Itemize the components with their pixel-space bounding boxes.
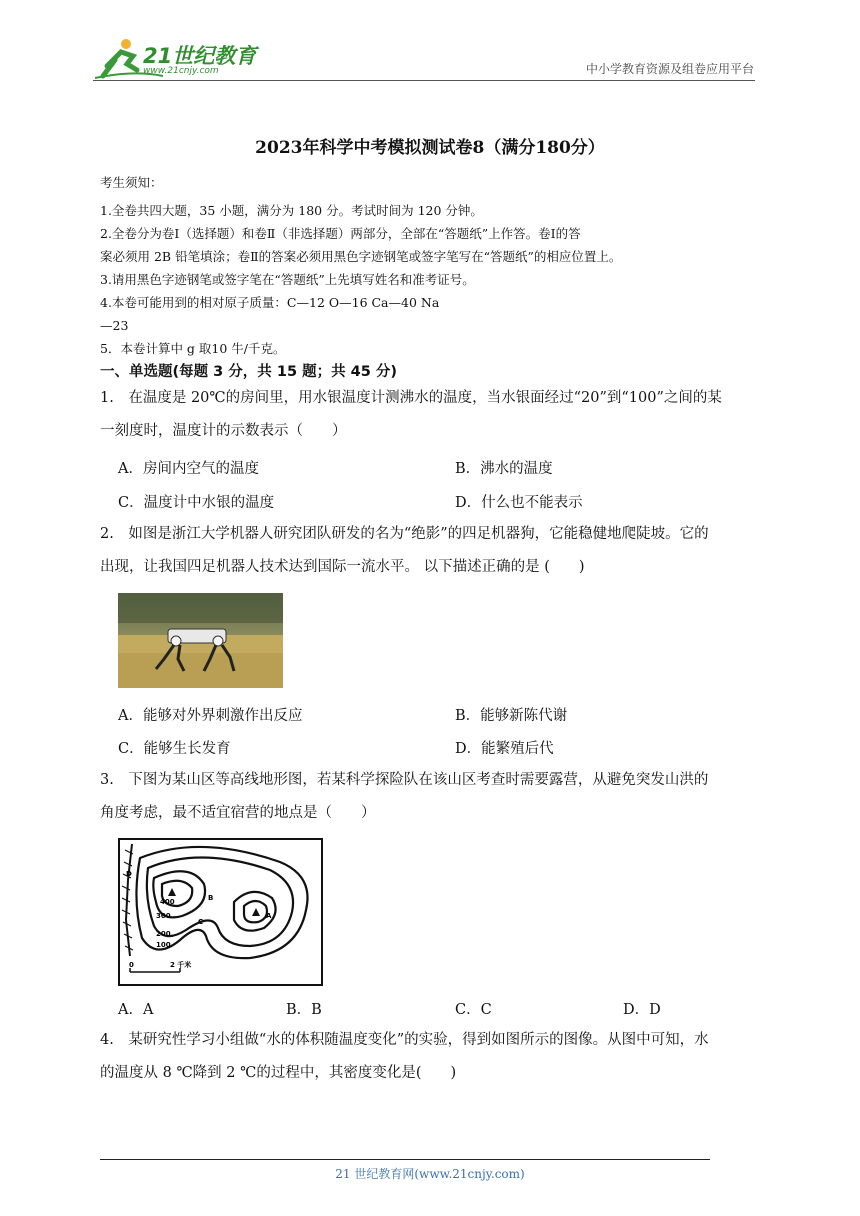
question-stem-line: 出现，让我国四足机器人技术达到国际一流水平。 以下描述正确的是 ( ) bbox=[100, 559, 585, 575]
notice-heading: 考生须知： bbox=[100, 175, 163, 190]
page-title: 2023年科学中考模拟测试卷8（满分180分） bbox=[255, 138, 605, 158]
question-stem-line: 2. 如图是浙江大学机器人研究团队研发的名为“绝影”的四足机器狗，它能稳健地爬陡坡。它的 bbox=[100, 526, 709, 542]
logo-text: 21世纪教育 bbox=[143, 44, 257, 68]
scale-label: 2 千米 bbox=[170, 961, 192, 969]
question-2-stem bbox=[100, 518, 762, 584]
question-stem-line: 3. 下图为某山区等高线地形图，若某科学探险队在该山区考查时需要露营，从避免突发山洪的 bbox=[100, 772, 709, 788]
notice-line: 4.本卷可能用到的相对原子质量：C—12 O—16 Ca—40 Na bbox=[100, 295, 440, 310]
question-stem-line: 角度考虑，最不适宜宿营的地点是（ ） bbox=[100, 805, 376, 821]
notice-line: 2.全卷分为卷Ⅰ（选择题）和卷Ⅱ（非选择题）两部分，全部在“答题纸”上作答。卷Ⅰ的答 bbox=[100, 226, 581, 241]
q1-option-d[interactable]: D．什么也不能表示 bbox=[455, 495, 583, 511]
q3-option-c[interactable]: C．C bbox=[455, 1002, 492, 1018]
footer-link[interactable]: 21 世纪教育网(www.21cnjy.com) bbox=[335, 1167, 525, 1181]
q1-option-c[interactable]: C．温度计中水银的温度 bbox=[118, 495, 275, 511]
q1-option-a[interactable]: A．房间内空气的温度 bbox=[118, 461, 259, 477]
question-3-stem bbox=[100, 764, 762, 830]
logo-url: www.21cnjy.com bbox=[143, 66, 219, 76]
question-stem-line: 4. 某研究性学习小组做“水的体积随温度变化”的实验，得到如图所示的图像。从图中可知，水 bbox=[100, 1032, 709, 1048]
robot-dog-photo bbox=[118, 593, 283, 688]
q1-option-b[interactable]: B．沸水的温度 bbox=[455, 461, 553, 477]
notice-line: 1.全卷共四大题，35 小题，满分为 180 分。考试时间为 120 分钟。 bbox=[100, 203, 483, 218]
contour-label: 200 bbox=[156, 930, 171, 938]
q2-option-b[interactable]: B．能够新陈代谢 bbox=[455, 708, 568, 724]
question-stem-line: 一刻度时，温度计的示数表示（ ） bbox=[100, 423, 347, 439]
q2-option-a[interactable]: A．能够对外界刺激作出反应 bbox=[118, 708, 303, 724]
map-label-c: C bbox=[198, 918, 204, 926]
question-1-stem bbox=[100, 382, 762, 448]
map-label-d: D bbox=[126, 870, 132, 878]
contour-map bbox=[118, 838, 323, 986]
question-stem-line: 的温度从 8 ℃降到 2 ℃的过程中，其密度变化是( ) bbox=[100, 1065, 457, 1081]
section-heading: 一、单选题(每题 3 分，共 15 题；共 45 分) bbox=[100, 364, 397, 380]
scale-zero: 0 bbox=[129, 961, 134, 969]
q3-option-a[interactable]: A．A bbox=[118, 1002, 154, 1018]
platform-label: 中小学教育资源及组卷应用平台 bbox=[585, 62, 754, 76]
header-divider bbox=[93, 80, 755, 81]
logo bbox=[93, 36, 263, 82]
contour-label: 400 bbox=[160, 898, 175, 906]
q2-option-d[interactable]: D．能繁殖后代 bbox=[455, 741, 554, 757]
footer-divider bbox=[100, 1159, 710, 1160]
notice-line: 5．本卷计算中 g 取10 牛/千克。 bbox=[100, 341, 286, 356]
question-stem-line: 1. 在温度是 20℃的房间里，用水银温度计测沸水的温度，当水银面经过“20”到“100”之间的某 bbox=[100, 390, 722, 406]
notice-line: —23 bbox=[100, 318, 129, 333]
q3-option-d[interactable]: D．D bbox=[623, 1002, 661, 1018]
question-4-stem bbox=[100, 1024, 762, 1090]
contour-label: 300 bbox=[156, 912, 171, 920]
map-label-b: B bbox=[208, 894, 214, 902]
contour-label: 100 bbox=[156, 941, 171, 949]
notice-line: 3.请用黑色字迹钢笔或签字笔在“答题纸”上先填写姓名和准考证号。 bbox=[100, 272, 475, 287]
notice-line: 案必须用 2B 铅笔填涂；卷Ⅱ的答案必须用黑色字迹钢笔或签字笔写在“答题纸”的相应位置上。 bbox=[100, 249, 622, 264]
map-label-a: A bbox=[266, 912, 272, 920]
q2-option-c[interactable]: C．能够生长发育 bbox=[118, 741, 231, 757]
q3-option-b[interactable]: B．B bbox=[286, 1002, 322, 1018]
